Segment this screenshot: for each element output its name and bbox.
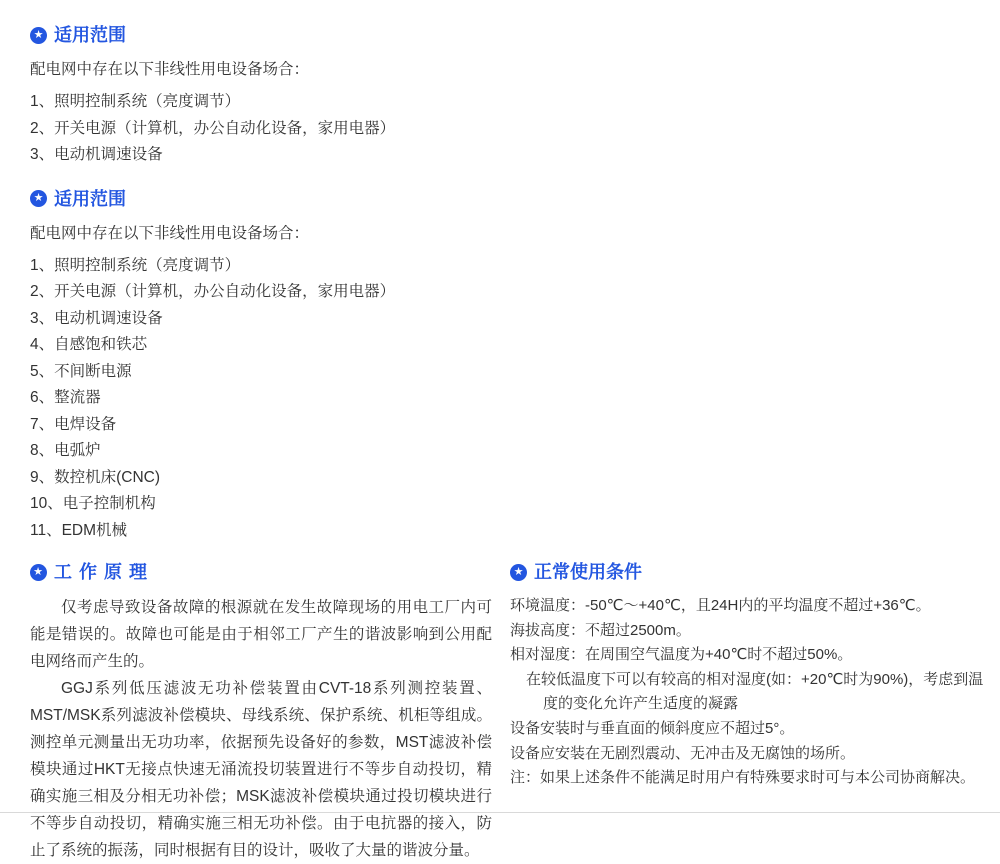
- star-circle-icon: ★: [30, 564, 47, 581]
- star-circle-icon: ★: [30, 190, 47, 207]
- principle-paragraph: GGJ系列低压滤波无功补偿装置由CVT-18系列测控装置、MST/MSK系列滤波补偿模块、母线系统、保护系统、机柜等组成。测控单元测量出无功功率，依据预先设备好的参数，MST滤波补偿模块通过HKT无接点快速无涌流投切装置进行不等步自动投切，精确实施三相及分相无功补偿；MSK滤波补偿模块通过投切模块进行不等步自动投切，精确实施三相无功补偿。由于电抗器的接入，防止了系统的振荡，同时根据有目的设计，吸收了大量的谐波分量。: [30, 680, 492, 859]
- section-normal-conditions: [510, 561, 984, 791]
- scope1-intro-text: 配电网中存在以下非线性用电设备场合：: [30, 61, 310, 78]
- section-heading-conditions: [510, 561, 970, 583]
- section-title: 适用范围: [54, 188, 126, 209]
- list-item: 3、电动机调速设备: [30, 309, 163, 327]
- list-item: 2、开关电源（计算机，办公自动化设备，家用电器）: [30, 283, 396, 300]
- section-heading-scope-1: [30, 24, 970, 46]
- condition-line: 相对湿度：在周围空气温度为+40℃时不超过50%。: [510, 646, 853, 664]
- list-item: 3、电动机调速设备: [30, 146, 163, 163]
- page-bottom-divider: [0, 812, 1000, 813]
- list-item: 1、照明控制系统（亮度调节）: [30, 93, 241, 110]
- section-title: 适用范围: [54, 25, 126, 45]
- condition-line: 度的变化允许产生适度的凝露: [543, 695, 739, 713]
- condition-line: 设备应安装在无剧烈震动、无冲击及无腐蚀的场所。: [510, 744, 856, 762]
- list-item: 7、电焊设备: [30, 415, 117, 433]
- list-item: 5、不间断电源: [30, 362, 132, 380]
- list-item: 10、电子控制机构: [30, 495, 156, 512]
- list-item: 2、开关电源（计算机，办公自动化设备，家用电器）: [30, 119, 396, 137]
- list-item: 9、数控机床(CNC): [30, 468, 161, 486]
- section-heading-principle: [30, 561, 492, 583]
- section-title: 正常使用条件: [534, 562, 642, 582]
- list-item: 8、电弧炉: [30, 442, 101, 459]
- list-item: 11、EDM机械: [30, 521, 128, 539]
- list-item: 4、自感饱和铁芯: [30, 336, 148, 353]
- section-scope-2: [30, 188, 970, 545]
- section-title: 工 作 原 理: [54, 562, 149, 582]
- condition-line: 注：如果上述条件不能满足时用户有特殊要求时可与本公司协商解决。: [510, 769, 976, 787]
- list-item: 6、整流器: [30, 389, 101, 406]
- scope2-intro-text: 配电网中存在以下非线性用电设备场合：: [30, 224, 310, 242]
- principle-paragraph: 仅考虑导致设备故障的根源就在发生故障现场的用电工厂内可能是错误的。故障也可能是由于相邻工厂产生的谐波影响到公用配电网络而产生的。: [30, 599, 492, 670]
- section-scope-1: [30, 24, 970, 169]
- star-circle-icon: ★: [510, 564, 527, 581]
- list-item: 1、照明控制系统（亮度调节）: [30, 256, 241, 274]
- condition-line: 环境温度：-50℃～+40℃，且24H内的平均温度不超过+36℃。: [510, 597, 931, 614]
- condition-line: 海拔高度：不超过2500m。: [510, 621, 691, 639]
- section-working-principle: [30, 561, 492, 864]
- bottom-columns: [30, 561, 984, 864]
- condition-line: 在较低温度下可以有较高的相对湿度(如：+20℃时为90%)，考虑到温: [526, 670, 984, 688]
- star-circle-icon: ★: [30, 27, 47, 44]
- section-heading-scope-2: [30, 188, 970, 210]
- condition-line: 设备安装时与垂直面的倾斜度应不超过5°。: [510, 719, 795, 737]
